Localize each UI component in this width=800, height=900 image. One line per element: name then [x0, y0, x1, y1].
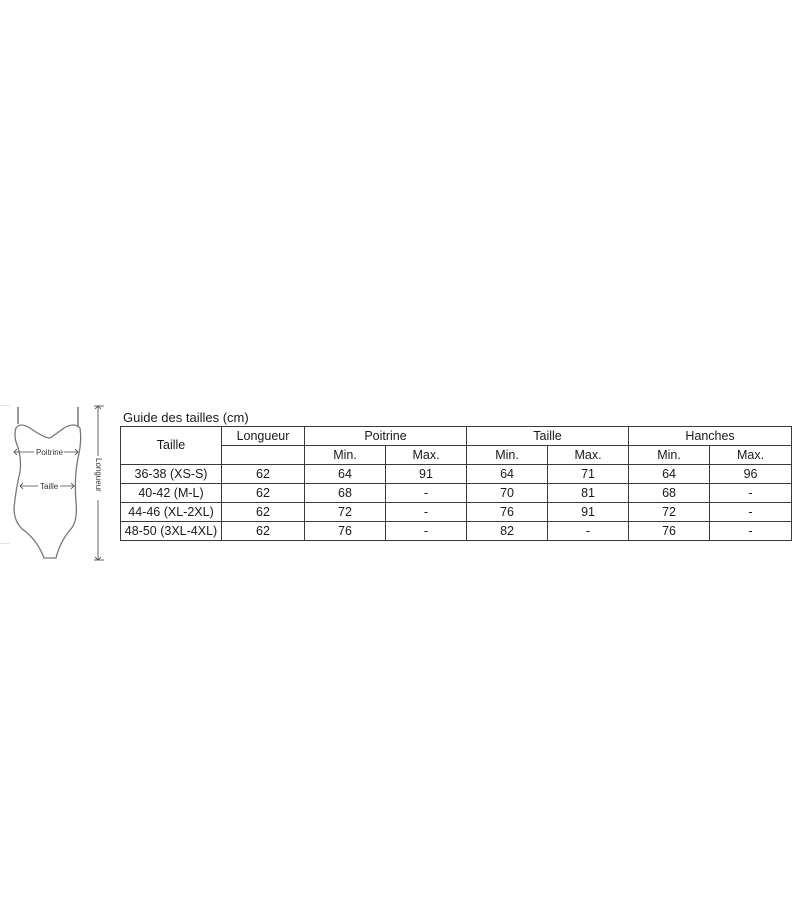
swimsuit-illustration — [0, 398, 112, 564]
header-row-minmax — [121, 446, 792, 465]
hips-max-header: Max. — [710, 446, 792, 465]
hips-max-cell: - — [710, 484, 792, 503]
length-column-header: Longueur — [222, 427, 305, 446]
chest-max-cell: - — [386, 484, 467, 503]
waist-min-cell: 70 — [467, 484, 548, 503]
chest-max-cell: 91 — [386, 465, 467, 484]
waist-group-header: Taille — [467, 427, 629, 446]
waist-max-cell: 91 — [548, 503, 629, 522]
waist-min-cell: 64 — [467, 465, 548, 484]
table-row — [121, 484, 792, 503]
chest-min-cell: 76 — [305, 522, 386, 541]
waist-max-cell: 71 — [548, 465, 629, 484]
chest-max-cell: - — [386, 522, 467, 541]
chest-min-cell: 64 — [305, 465, 386, 484]
hips-max-cell: - — [710, 522, 792, 541]
waist-max-cell: 81 — [548, 484, 629, 503]
table-row — [121, 503, 792, 522]
hips-min-cell: 68 — [629, 484, 710, 503]
chest-label: Poitrine — [36, 448, 64, 457]
size-chart-table — [120, 426, 792, 541]
size-cell: 48-50 (3XL-4XL) — [121, 522, 222, 541]
hips-min-cell: 72 — [629, 503, 710, 522]
chest-max-cell: - — [386, 503, 467, 522]
length-subheader-empty — [222, 446, 305, 465]
table-row — [121, 465, 792, 484]
size-cell: 44-46 (XL-2XL) — [121, 503, 222, 522]
waist-max-header: Max. — [548, 446, 629, 465]
chest-min-cell: 68 — [305, 484, 386, 503]
length-cell: 62 — [222, 522, 305, 541]
swimsuit-outline — [14, 425, 81, 558]
hips-min-header: Min. — [629, 446, 710, 465]
size-guide-title: Guide des tailles (cm) — [123, 410, 249, 425]
swimsuit-diagram — [0, 398, 112, 564]
hips-min-cell: 76 — [629, 522, 710, 541]
waist-min-header: Min. — [467, 446, 548, 465]
size-cell: 40-42 (M-L) — [121, 484, 222, 503]
hips-min-cell: 64 — [629, 465, 710, 484]
waist-min-cell: 76 — [467, 503, 548, 522]
hips-max-cell: 96 — [710, 465, 792, 484]
chest-group-header: Poitrine — [305, 427, 467, 446]
chest-min-header: Min. — [305, 446, 386, 465]
table-row — [121, 522, 792, 541]
length-cell: 62 — [222, 484, 305, 503]
length-cell: 62 — [222, 465, 305, 484]
length-cell: 62 — [222, 503, 305, 522]
size-cell: 36-38 (XS-S) — [121, 465, 222, 484]
waist-min-cell: 82 — [467, 522, 548, 541]
waist-label: Taille — [40, 482, 59, 491]
waist-max-cell: - — [548, 522, 629, 541]
hips-max-cell: - — [710, 503, 792, 522]
length-label: Longueur — [94, 458, 103, 492]
size-column-header: Taille — [121, 427, 222, 465]
chest-max-header: Max. — [386, 446, 467, 465]
hips-group-header: Hanches — [629, 427, 792, 446]
chest-min-cell: 72 — [305, 503, 386, 522]
header-row-groups — [121, 427, 792, 446]
